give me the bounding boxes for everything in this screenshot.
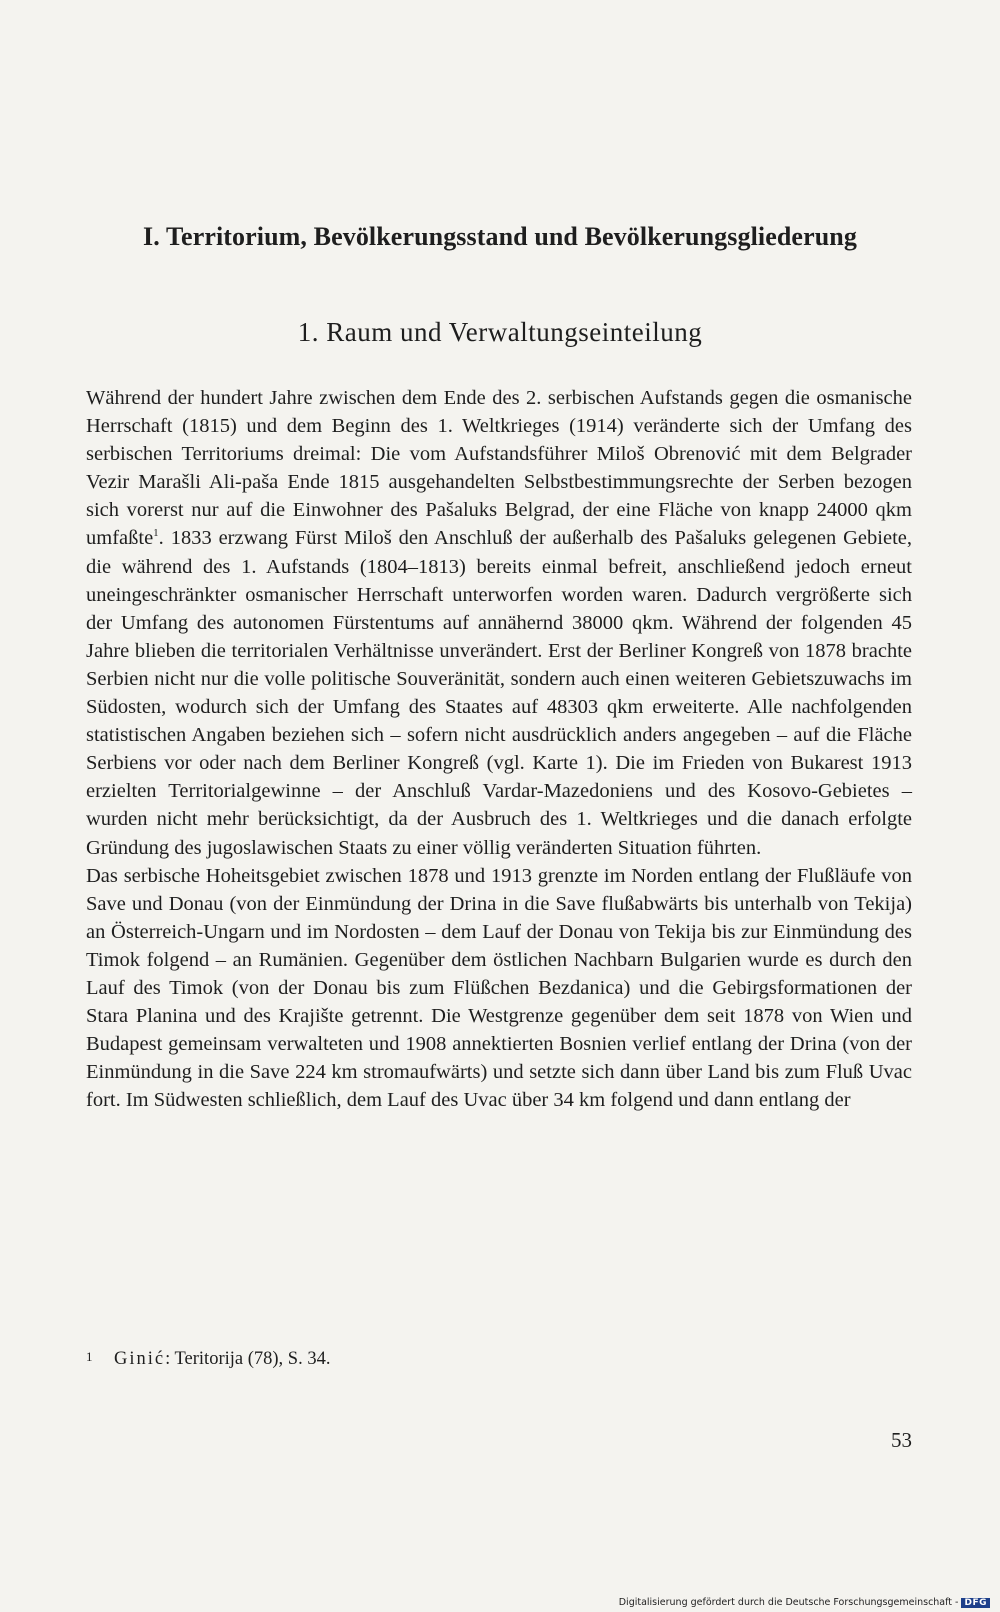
section-title: 1. Raum und Verwaltungseinteilung [297,317,703,347]
body-text [86,384,912,1114]
footnote-text: : Teritorija (78), S. 34. [165,1349,331,1369]
dfg-logo-icon: DFG [961,1598,990,1608]
footnote-author: Ginić [114,1349,166,1369]
paragraph-1-part-a: Während der hundert Jahre zwischen dem Ende des 2. serbischen Aufstands gegen die osmanische Herrschaft (1815) und dem Beginn des 1. Weltkrieges (1914) veränderte sich der Umfang des serbischen Territoriums dreimal: Die vom Aufstandsführer Miloš Obrenović mit dem Belgrader Vezir Marašli Ali-paša Ende 1815 ausgehandelten Selbstbestimmungsrechte der Serben bezogen sich vorerst nur auf die Einwohner des Pašaluks Belgrad, der eine Fläche von knapp 24000 qkm umfaßte [86,387,912,550]
paragraph-1 [86,384,912,862]
paragraph-2: Das serbische Hoheitsgebiet zwischen 1878 und 1913 grenzte im Norden entlang der Flußläufe von Save und Donau (von der Einmündung der Drina in die Save flußabwärts bis unterhalb von Tekija) an Österreich-Ungarn und im Nordosten – dem Lauf der Donau von Tekija bis zur Einmündung des Timok folgend – an Rumänien. Gegenüber dem östlichen Nachbarn Bulgarien wurde es durch den Lauf des Timok (von der Donau bis zum Flüßchen Bezdanica) und die Gebirgsformationen der Stara Planina und des Krajište getrennt. Die Westgrenze gegenüber dem seit 1878 von Wien und Budapest gemeinsam verwalteten und 1908 annektierten Bosnien verlief entlang der Drina (von der Einmündung in die Save 224 km stromaufwärts) und setzte sich dann über Land bis zum Fluß Uvac fort. Im Südwesten schließlich, dem Lauf des Uvac über 34 km folgend und dann entlang der [86,864,912,1112]
credit-text: Digitalisierung gefördert durch die Deutsche Forschungsgemeinschaft - [618,1597,959,1608]
footnote [86,1349,912,1370]
chapter-title: I. Territorium, Bevölkerungsstand und Bevölkerungsgliederung [143,222,857,251]
paragraph-1-part-b: . 1833 erzwang Fürst Miloš den Anschluß der außerhalb des Pašaluks gelegenen Gebiete, die während des 1. Aufstands (1804–1813) bereits einmal befreit, anschließend jedoch erneut uneingeschränkter osmanischer Herrschaft unterworfen worden waren. Dadurch vergrößerte sich der Umfang des autonomen Fürstentums auf annähernd 38000 qkm. Während der folgenden 45 Jahre blieben die territorialen Verhältnisse unverändert. Erst der Berliner Kongreß von 1878 brachte Serbien nicht nur die volle politische Souveränität, sondern auch einen weiteren Gebietszuwachs im Südosten, wodurch sich der Umfang des Staates auf 48303 qkm erweiterte. Alle nachfolgenden statistischen Angaben beziehen sich – sofern nicht ausdrücklich anders angegeben – auf die Fläche Serbiens vor oder nach dem Berliner Kongreß (vgl. Karte 1). Die im Frieden von Bukarest 1913 erzielten Territorialgewinne – der Anschluß Vardar-Mazedoniens und des Kosovo-Gebietes – wurden nicht mehr berücksichtigt, da der Ausbruch des 1. Weltkrieges und die danach erfolgte Gründung des jugoslawischen Staats zu einer völlig veränderten Situation führten. [86,527,912,859]
page-number: 53 [891,1428,912,1452]
footnote-mark: 1 [86,1349,93,1364]
bleed-through [380,110,1000,131]
footnote-reference[interactable]: 1 [153,527,159,540]
digitization-credit [619,1597,990,1608]
